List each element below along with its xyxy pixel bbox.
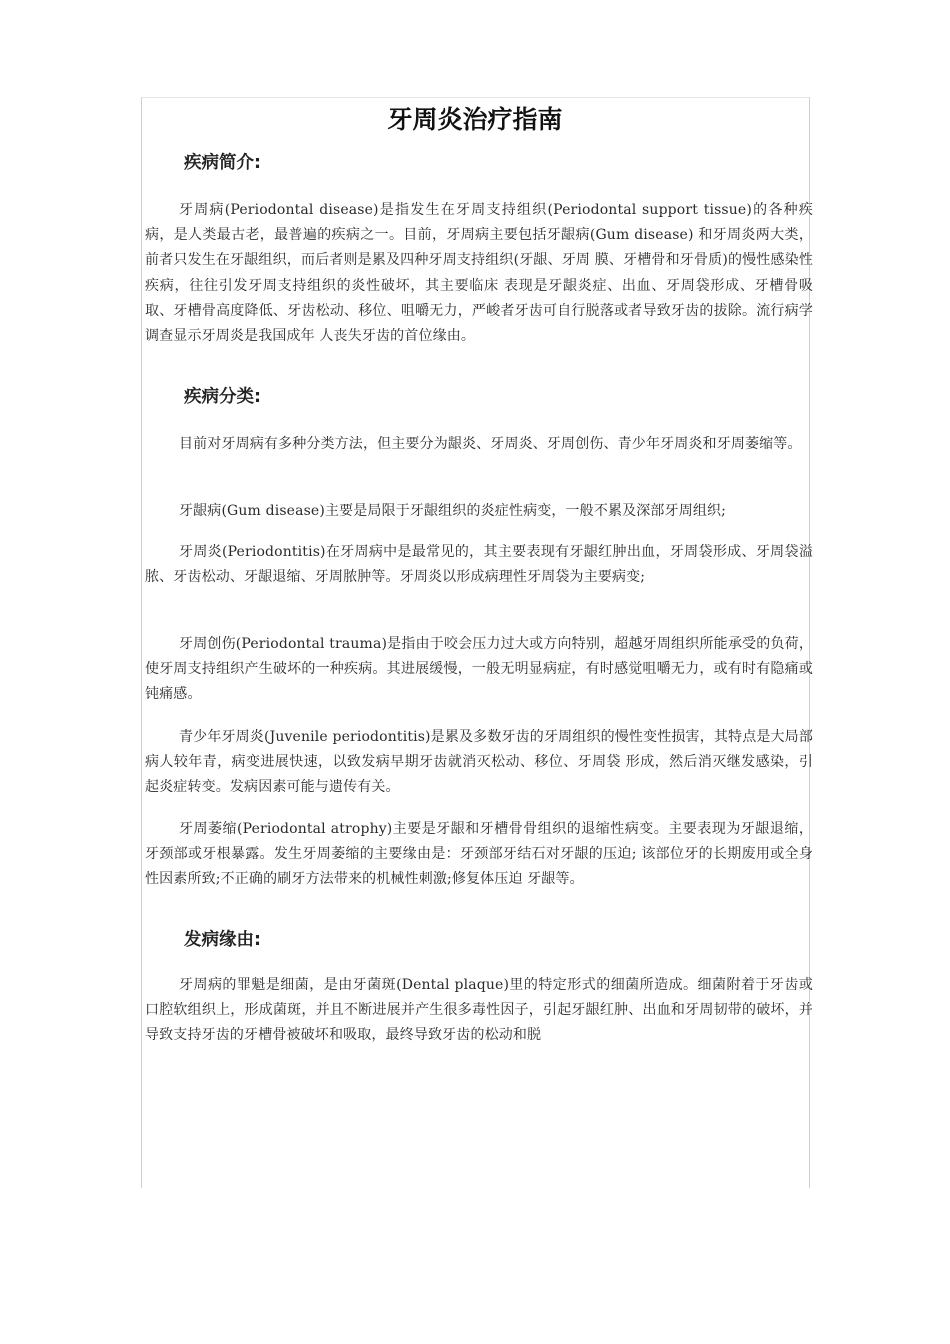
paragraph-causes: 牙周病的罪魁是细菌，是由牙菌斑(Dental plaque)里的特定形式的细菌所造成。细菌附着于牙齿或口腔软组织上，形成菌斑，并且不断进展并产生很多毒性因子，引起牙龈红肿、出血和牙周韧带的破坏，并导致支持牙齿的牙槽骨被破坏和吸取，最终导致牙齿的松动和脱	[145, 977, 813, 1044]
paragraph-periodontal-trauma: 牙周创伤(Periodontal trauma)是指由于咬会压力过大或方向特别，超越牙周组织所能承受的负荷，使牙周支持组织产生破坏的一种疾病。其进展缓慢，一般无明显病症，有时感觉咀嚼无力，或有时有隐痛或钝痛感。	[145, 636, 813, 703]
section-heading-causes: 发病缘由:	[184, 930, 261, 950]
paragraph-intro: 牙周病(Periodontal disease)是指发生在牙周支持组织(Periodontal support tissue)的各种疾病，是人类最古老，最普遍的疾病之一。目前，牙周病主要包括牙龈病(Gum disease) 和牙周炎两大类，前者只发生在牙龈组织，而后者则是累及四种牙周支持组织(牙龈、牙周 膜、牙槽骨和牙骨质)的慢性感染性疾病，往往引发牙周支持组织的炎性破坏，其主要临床 表现是牙龈炎症、出血、牙周袋形成、牙槽骨吸取、牙槽骨高度降低、牙齿松动、移位、咀嚼无力，严峻者牙齿可自行脱落或者导致牙齿的拔除。流行病学调查显示牙周炎是我国成年 人丧失牙齿的首位缘由。	[145, 202, 813, 345]
section-heading-intro: 疾病简介:	[184, 153, 261, 173]
paragraph-periodontitis: 牙周炎(Periodontitis)在牙周病中是最常见的，其主要表现有牙龈红肿出血，牙周袋形成、牙周袋溢脓、牙齿松动、牙龈退缩、牙周脓肿等。牙周炎以形成病理性牙周袋为主要病变;	[145, 544, 813, 586]
paragraph-gum-disease: 牙龈病(Gum disease)主要是局限于牙龈组织的炎症性病变，一般不累及深部牙周组织;	[179, 503, 727, 519]
paragraph-classification-overview: 目前对牙周病有多种分类方法，但主要分为龈炎、牙周炎、牙周创伤、青少年牙周炎和牙周萎缩等。	[179, 436, 802, 452]
paragraph-juvenile-periodontitis: 青少年牙周炎(Juvenile periodontitis)是累及多数牙齿的牙周组织的慢性变性损害，其特点是大局部病人较年青，病变进展快速，以致发病早期牙齿就消灭松动、移位、牙周袋 形成，然后消灭继发感染，引起炎症转变。发病因素可能与遗传有关。	[145, 729, 813, 796]
document-title: 牙周炎治疗指南	[387, 105, 563, 134]
paragraph-periodontal-atrophy: 牙周萎缩(Periodontal atrophy)主要是牙龈和牙槽骨骨组织的退缩性病变。主要表现为牙龈退缩，牙颈部或牙根暴露。发生牙周萎缩的主要缘由是：牙颈部牙结石对牙龈的压迫; 该部位牙的长期废用或全身性因素所致;不正确的刷牙方法带来的机械性刺激;修复体压迫 牙龈等。	[145, 821, 813, 888]
section-heading-classification: 疾病分类:	[184, 387, 261, 407]
